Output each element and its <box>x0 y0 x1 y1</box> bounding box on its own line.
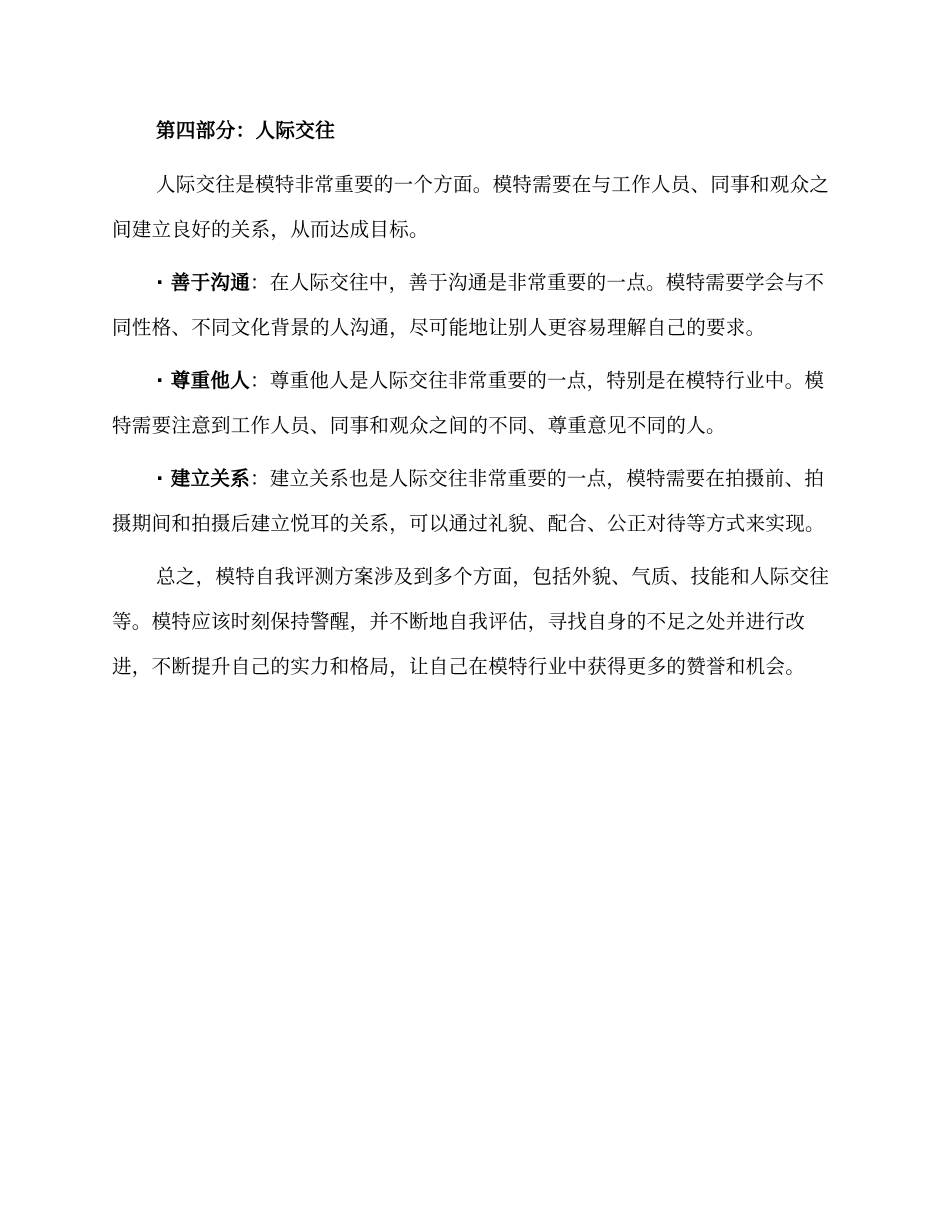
intro-paragraph: 人际交往是模特非常重要的一个方面。模特需要在与工作人员、同事和观众之间建立良好的关系，从而达成目标。 <box>112 173 830 241</box>
point-text: ：在人际交往中，善于沟通是非常重要的一点。模特需要学会与不同性格、不同文化背景的人沟通，尽可能地让别人更容易理解自己的要求。 <box>112 271 825 339</box>
document-page <box>112 112 832 689</box>
point-term: · 建立关系 <box>156 467 250 490</box>
point-relationship <box>112 456 832 546</box>
point-text: ：尊重他人是人际交往非常重要的一点，特别是在模特行业中。模特需要注意到工作人员、同事和观众之间的不同、尊重意见不同的人。 <box>112 369 825 437</box>
point-respect <box>112 358 832 448</box>
conclusion-paragraph: 总之，模特自我评测方案涉及到多个方面，包括外貌、气质、技能和人际交往等。模特应该时刻保持警醒，并不断地自我评估，寻找自身的不足之处并进行改进，不断提升自己的实力和格局，让自己在模特行业中获得更多的赞誉和机会。 <box>112 565 830 678</box>
point-term: · 善于沟通 <box>156 271 250 294</box>
point-term: · 尊重他人 <box>156 369 250 392</box>
point-communication <box>112 260 832 350</box>
point-text: ：建立关系也是人际交往非常重要的一点，模特需要在拍摄前、拍摄期间和拍摄后建立悦耳的关系，可以通过礼貌、配合、公正对待等方式来实现。 <box>112 467 825 535</box>
section-heading: 第四部分：人际交往 <box>156 119 336 142</box>
